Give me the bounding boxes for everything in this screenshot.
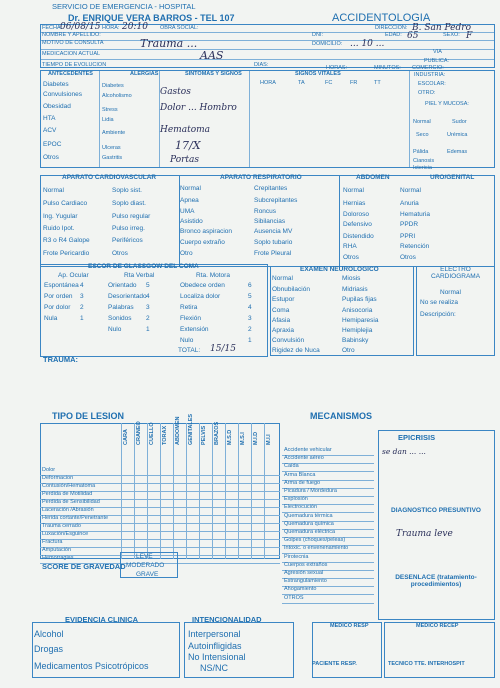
resp-r3: Roncus bbox=[254, 208, 277, 215]
sexo-label: SEXO: bbox=[443, 32, 460, 38]
abd-7: Otros bbox=[343, 254, 359, 261]
hw-sint1: Gastos bbox=[160, 87, 191, 97]
ecg-descripcion: Descripción: bbox=[420, 311, 456, 318]
lesion-row-line bbox=[40, 539, 280, 540]
glasgow-cell: 2 bbox=[146, 315, 150, 322]
uro-6: Retención bbox=[400, 243, 430, 250]
glasgow-cell: 1 bbox=[146, 326, 150, 333]
neuro-r4: Anisocoria bbox=[342, 307, 373, 314]
desenlace-title: DESENLACE (tratamiento- procedimientos) bbox=[395, 574, 477, 588]
piel-title: PIEL Y MUCOSA: bbox=[425, 101, 469, 107]
lesion-row-label: Laceración /Abrasión bbox=[42, 507, 94, 513]
lesion-row-label: Herida cortante/Penetrante bbox=[42, 515, 109, 521]
antecedentes-title: ANTECEDENTES bbox=[48, 71, 93, 77]
hab-2: Alcoholismo bbox=[102, 93, 132, 99]
resp-r7: Frote Pleural bbox=[254, 250, 292, 257]
medicacion-label: MEDICACION ACTUAL bbox=[42, 51, 101, 57]
glasgow-total-label: TOTAL: bbox=[178, 347, 201, 354]
piel-palida: Pálida bbox=[413, 149, 429, 155]
grav-leve: LEVE bbox=[136, 553, 153, 560]
neuro-l2: Obnubilación bbox=[272, 286, 310, 293]
comercio-label: COMERCIO: bbox=[412, 65, 444, 71]
uro-5: PPRI bbox=[400, 233, 416, 240]
abdomen-title: ABDOMEN bbox=[356, 174, 390, 181]
piel-seco: Seco bbox=[416, 132, 429, 138]
cardio-r4: Pulso irreg. bbox=[112, 225, 145, 232]
lesion-row-label: Amputación bbox=[42, 547, 72, 553]
nombre-label: NOMBRE Y APELLIDO: bbox=[42, 32, 101, 38]
piel-uremica: Urémica bbox=[447, 132, 468, 138]
vital-ta: TA bbox=[298, 80, 305, 86]
uro-7: Otros bbox=[400, 254, 416, 261]
hab-6: Ulceras bbox=[102, 145, 121, 151]
direccion-label: DIRECCION: bbox=[375, 25, 408, 31]
sintomas-title: SINTOMAS Y SIGNOS bbox=[185, 71, 242, 77]
trauma-label: TRAUMA: bbox=[43, 355, 78, 364]
hw-medicacion: AAS bbox=[200, 49, 224, 62]
signos-vitales-title: SIGNOS VITALES bbox=[295, 71, 341, 77]
lesion-col-header: TORAX bbox=[162, 425, 168, 445]
hab-3: Stress bbox=[102, 107, 118, 113]
cardio-l6: Frote Pericardio bbox=[43, 250, 90, 257]
intenc-title: INTENCIONALIDAD bbox=[192, 615, 262, 624]
glasgow-cell: Por dolor bbox=[44, 304, 71, 311]
mecanismo-item: Electrocución bbox=[284, 504, 318, 511]
glasgow-cell: Nula bbox=[44, 315, 58, 322]
int-no-intensional: No Intensional bbox=[188, 652, 246, 662]
hw-sint3: Hematoma bbox=[160, 125, 211, 135]
abd-6: RHA bbox=[343, 243, 357, 250]
cardio-l4: Ruido Ipot. bbox=[43, 225, 75, 232]
mecanismo-item: Quemadura química bbox=[284, 520, 334, 527]
mecanismo-item: Caída bbox=[284, 463, 299, 470]
medico-resp-label: MEDICO RESP bbox=[330, 623, 369, 629]
glasgow-cell: 3 bbox=[248, 315, 252, 322]
lesion-col-header: CUELLO bbox=[149, 422, 155, 445]
glasgow-cell: Nulo bbox=[108, 326, 122, 333]
lesion-col-header: BRAZOS bbox=[214, 421, 220, 445]
ant-5: ACV bbox=[43, 127, 57, 134]
paciente-resp-label: PACIENTE RESP. bbox=[312, 661, 357, 667]
medico-recep-box bbox=[384, 622, 495, 678]
neuro-r5: Hemiparesia bbox=[342, 317, 379, 324]
abd-3: Doloroso bbox=[343, 211, 370, 218]
glasgow-cell: Localiza dolor bbox=[180, 293, 221, 300]
vital-fc: FC bbox=[325, 80, 333, 86]
cardio-l1: Normal bbox=[43, 187, 64, 194]
int-interpersonal: Interpersonal bbox=[188, 629, 241, 639]
hw-sint5: Portas bbox=[170, 155, 200, 165]
lesion-col-header: M.S.D bbox=[227, 429, 233, 445]
epicrisis-title: EPICRISIS bbox=[398, 433, 436, 442]
mecanismo-item: Arma Blanca bbox=[284, 471, 316, 478]
piel-ictericia: Ictericia bbox=[413, 165, 432, 171]
hw-glasgow: 15/15 bbox=[210, 344, 236, 354]
fecha-label: FECHA: bbox=[42, 25, 63, 31]
ant-6: EPOC bbox=[43, 141, 62, 148]
hw-fecha: 06/08/15 bbox=[60, 22, 101, 32]
via-label: VIA bbox=[433, 49, 442, 55]
hab-5: Ambiente bbox=[102, 130, 126, 136]
glasgow-cell: Sonidos bbox=[108, 315, 132, 322]
horas-label: HORAS: bbox=[326, 65, 348, 71]
cardio-title: APARATO CARDIOVASCULAR bbox=[62, 174, 157, 181]
glasgow-cell: 1 bbox=[248, 337, 252, 344]
resp-title: APARATO RESPIRATORIO bbox=[220, 174, 302, 181]
cardio-r5: Periféricos bbox=[112, 237, 143, 244]
ant-1: Diabetes bbox=[43, 81, 69, 88]
alergias-title: ALERGIAS bbox=[130, 71, 159, 77]
glasgow-cell: 3 bbox=[146, 304, 150, 311]
glasgow-cell: Por orden bbox=[44, 293, 73, 300]
mecanismo-item: Intoxic. o envenenamiento bbox=[284, 545, 349, 552]
lesion-row-label: Hemorragias bbox=[42, 555, 74, 561]
glasgow-cell: 4 bbox=[80, 282, 84, 289]
glasgow-h3: Rta. Motora bbox=[196, 272, 230, 279]
lesion-col-header: M.I.D bbox=[253, 431, 259, 445]
mecanismo-item: Picadura / Mordedura bbox=[284, 488, 337, 494]
glasgow-cell: 2 bbox=[248, 326, 252, 333]
motivo-label: MOTIVO DE CONSULTA bbox=[42, 40, 104, 46]
glasgow-title: ESCOR DE GLASSGOW DEL COMA bbox=[88, 263, 199, 270]
glasgow-cell: 3 bbox=[80, 293, 84, 300]
mecanismo-item: Golpes (choques/peleas) bbox=[284, 537, 346, 544]
mecanismo-item: Cuerpos extraños bbox=[284, 561, 328, 568]
industria-label: INDUSTRIA: bbox=[414, 72, 446, 78]
lesion-col-header: M.S.I bbox=[240, 432, 246, 445]
lesion-row-label: Dolor bbox=[42, 467, 56, 473]
mecanismo-item: Estrangulamiento bbox=[284, 578, 327, 585]
lesion-col-header: GENITALES bbox=[188, 413, 194, 445]
glasgow-cell: Extensión bbox=[180, 326, 209, 333]
hw-sint4: 17/X bbox=[175, 139, 201, 152]
resp-l6: Cuerpo extraño bbox=[180, 239, 225, 246]
resp-r6: Soplo tubario bbox=[254, 239, 293, 246]
resp-l2: Apnea bbox=[180, 197, 199, 204]
lesion-row-label: Luxación/Esguince bbox=[42, 531, 89, 537]
cardio-r1: Soplo sist. bbox=[112, 187, 142, 194]
hw-sint2: Dolor ... Hombro bbox=[160, 103, 237, 113]
minutos-label: MINUTOS: bbox=[374, 65, 401, 71]
abd-1: Normal bbox=[343, 187, 364, 194]
glasgow-cell: Retira bbox=[180, 304, 198, 311]
glasgow-h1: Ap. Ocular bbox=[58, 272, 89, 279]
edad-label: EDAD: bbox=[385, 32, 402, 38]
lesion-col-header: M.I.I bbox=[266, 434, 272, 445]
lesion-row-label: Perdida de Sensibilidad bbox=[42, 499, 100, 505]
uro-title: URO/GENITAL bbox=[430, 174, 475, 181]
mecanismo-item: Explosión bbox=[284, 496, 308, 503]
mecanismo-item: OTROS bbox=[284, 594, 304, 601]
glasgow-cell: 5 bbox=[248, 293, 252, 300]
lesion-row-label: Perdida de Motilidad bbox=[42, 491, 93, 497]
hw-sexo: F bbox=[466, 31, 473, 41]
resp-r2: Subcrepitantes bbox=[254, 197, 298, 204]
hw-domicilio: ... 10 ... bbox=[350, 39, 385, 49]
glasgow-cell: 4 bbox=[248, 304, 252, 311]
piel-sudor: Sudor bbox=[452, 119, 467, 125]
dx-title: DIAGNOSTICO PRESUNTIVO bbox=[391, 507, 481, 514]
hw-dx: Trauma leve bbox=[396, 529, 453, 539]
neuro-r2: Midriasis bbox=[342, 286, 368, 293]
resp-r1: Crepitantes bbox=[254, 185, 288, 192]
neuro-l4: Coma bbox=[272, 307, 290, 314]
vital-tt: TT bbox=[374, 80, 381, 86]
dias-label: DIAS: bbox=[254, 62, 269, 68]
escolar-label: ESCOLAR: bbox=[418, 81, 446, 87]
piel-normal: Normal bbox=[413, 119, 431, 125]
mecanismo-item: Arma de fuego bbox=[284, 479, 321, 486]
neuro-r8: Otro bbox=[342, 347, 355, 354]
neuro-r6: Hemiplejia bbox=[342, 327, 373, 334]
grav-moderado: MODERADO bbox=[126, 562, 165, 569]
ecg-no-realiza: No se realiza bbox=[420, 299, 458, 306]
lesion-row-label: Fractura bbox=[42, 539, 63, 545]
lesion-row-line bbox=[40, 475, 280, 476]
mecanismo-item: Quemadura térmica bbox=[284, 512, 333, 519]
doctor-name: Dr. ENRIQUE VERA BARROS - TEL 107 bbox=[68, 13, 235, 23]
hw-direccion: B. San Pedro bbox=[412, 23, 471, 33]
ecg-normal: Normal bbox=[440, 289, 461, 296]
ecg-title: ELECTRO CARDIOGRAMA bbox=[430, 266, 481, 280]
mecanismo-item: Quemadura eléctrica bbox=[284, 529, 336, 535]
cardio-r6: Otros bbox=[112, 250, 128, 257]
glasgow-cell: Flexión bbox=[180, 315, 201, 322]
ant-4: HTA bbox=[43, 115, 56, 122]
medico-resp-box bbox=[312, 622, 382, 678]
domicilio-label: DOMICILIO: bbox=[312, 41, 343, 47]
int-nsnc: NS/NC bbox=[200, 663, 229, 673]
glasgow-cell: Palabras bbox=[108, 304, 134, 311]
resp-l5: Bronco aspiracion bbox=[180, 228, 233, 235]
neuro-l1: Normal bbox=[272, 275, 293, 282]
mecanismos-title: MECANISMOS bbox=[310, 411, 373, 421]
ant-2: Convulsiones bbox=[43, 91, 83, 98]
resp-l4: Asistido bbox=[180, 218, 203, 225]
glasgow-h2: Rta Verbal bbox=[124, 272, 155, 279]
mecanismo-item: Ahogamiento bbox=[284, 586, 317, 593]
otro-label: OTRO: bbox=[418, 90, 436, 96]
vital-fr: FR bbox=[350, 80, 358, 86]
neuro-l7: Convulsión bbox=[272, 337, 305, 344]
hw-edad: 65 bbox=[407, 31, 419, 41]
resp-l7: Otro bbox=[180, 250, 193, 257]
neuro-r7: Babinsky bbox=[342, 337, 369, 344]
cardio-l5: R3 o R4 Galope bbox=[43, 237, 90, 244]
service-title: SERVICIO DE EMERGENCIA - HOSPITAL bbox=[52, 2, 196, 11]
hw-epicrisis: se dan ... ... bbox=[382, 447, 426, 456]
lesion-title: TIPO DE LESION bbox=[52, 411, 125, 421]
grav-grave: GRAVE bbox=[136, 571, 159, 578]
evid-alcohol: Alcohol bbox=[34, 629, 64, 639]
int-autoinfligidas: Autoinfligidas bbox=[188, 641, 242, 651]
ant-3: Obesidad bbox=[43, 103, 71, 110]
medico-recep-label: MEDICO RECEP bbox=[416, 623, 459, 629]
glasgow-cell: 4 bbox=[146, 293, 150, 300]
hab-1: Diabetes bbox=[102, 83, 124, 89]
glasgow-cell: Desorientado bbox=[108, 293, 147, 300]
neuro-title: EXAMEN NEUROLOGICO bbox=[300, 266, 379, 273]
neuro-l5: Afasia bbox=[272, 317, 291, 324]
tecnico-label: TECNICO TTE. INTERHOSPIT bbox=[388, 661, 465, 667]
cardio-r2: Soplo diast. bbox=[112, 200, 146, 207]
neuro-l6: Apraxia bbox=[272, 327, 295, 334]
evidencia-title: EVIDENCIA CLINICA bbox=[65, 615, 139, 624]
mecanismo-item: Accidente aéreo bbox=[284, 455, 324, 462]
glasgow-cell: Obedece orden bbox=[180, 282, 225, 289]
lesion-row-label: Trauma cerrado bbox=[42, 523, 81, 529]
lesion-col-header: ABDOMEN bbox=[175, 416, 181, 445]
glasgow-cell: 6 bbox=[248, 282, 252, 289]
piel-edemas: Edemas bbox=[447, 149, 468, 155]
hab-7: Gastritis bbox=[102, 155, 123, 161]
ant-7: Otros bbox=[43, 154, 59, 161]
obra-social-label: OBRA SOCIAL: bbox=[160, 25, 199, 31]
hab-4: Lidia bbox=[102, 117, 114, 123]
mecanismo-item: Agresión sexual bbox=[284, 570, 324, 576]
cardio-r3: Pulso regular bbox=[112, 213, 151, 220]
uro-4: PPDR bbox=[400, 221, 419, 228]
glasgow-cell: 2 bbox=[80, 304, 84, 311]
cardio-l3: Ing. Yugular bbox=[43, 213, 78, 220]
resp-l1: Normal bbox=[180, 185, 201, 192]
uro-3: Hematuria bbox=[400, 211, 430, 218]
hora-label: HORA: bbox=[102, 25, 120, 31]
evid-drogas: Drogas bbox=[34, 644, 64, 654]
hw-hora: 20:10 bbox=[122, 22, 148, 32]
tiempo-label: TIEMPO DE EVOLUCION bbox=[42, 62, 107, 68]
piel-cianosis: Cianosis bbox=[413, 158, 435, 164]
neuro-r3: Pupilas fijas bbox=[342, 296, 377, 303]
uro-1: Normal bbox=[400, 187, 421, 194]
gravedad-title: SCORE DE GRAVEDAD bbox=[42, 562, 126, 571]
lesion-col-header: CRANEO bbox=[136, 421, 142, 445]
glasgow-cell: Espontánea bbox=[44, 282, 79, 289]
resp-r4: Sibilancias bbox=[254, 218, 286, 225]
lesion-row-label: Deformacion bbox=[42, 475, 74, 481]
glasgow-cell: Orientado bbox=[108, 282, 137, 289]
mecanismo-line bbox=[282, 603, 374, 604]
abd-5: Distendido bbox=[343, 233, 374, 240]
mecanismo-item: Pirotecnia bbox=[284, 553, 309, 560]
cardio-l2: Pulso Cardiaco bbox=[43, 200, 88, 207]
glasgow-cell: 1 bbox=[80, 315, 84, 322]
lesion-row-label: Contusión/Hematoma bbox=[42, 483, 96, 489]
resp-l3: UMA bbox=[180, 208, 195, 215]
abd-2: Hernias bbox=[343, 200, 366, 207]
glasgow-cell: 5 bbox=[146, 282, 150, 289]
neuro-l8: Rigidez de Nuca bbox=[272, 347, 320, 354]
lesion-col-header: CARA bbox=[123, 429, 129, 445]
lesion-col-header: PELVIS bbox=[201, 425, 207, 445]
neuro-l3: Estupor bbox=[272, 296, 295, 303]
dept-title: ACCIDENTOLOGIA bbox=[332, 12, 431, 24]
lesion-row-line bbox=[40, 547, 280, 548]
neuro-r1: Miosis bbox=[342, 275, 361, 282]
mecanismo-item: Accidente vehicular bbox=[284, 447, 332, 453]
glasgow-cell: Nulo bbox=[180, 337, 194, 344]
hw-motivo: Trauma ... bbox=[140, 37, 198, 50]
abd-4: Defensivo bbox=[343, 221, 372, 228]
dni-label: DNI: bbox=[312, 32, 323, 38]
uro-2: Anuria bbox=[400, 200, 419, 207]
epicrisis-box bbox=[378, 430, 495, 620]
publica-label: PUBLICA: bbox=[424, 58, 450, 64]
vital-hora: HORA bbox=[260, 80, 276, 86]
evid-medicamentos: Medicamentos Psicotrópicos bbox=[34, 661, 149, 671]
resp-r5: Ausencia MV bbox=[254, 228, 293, 235]
